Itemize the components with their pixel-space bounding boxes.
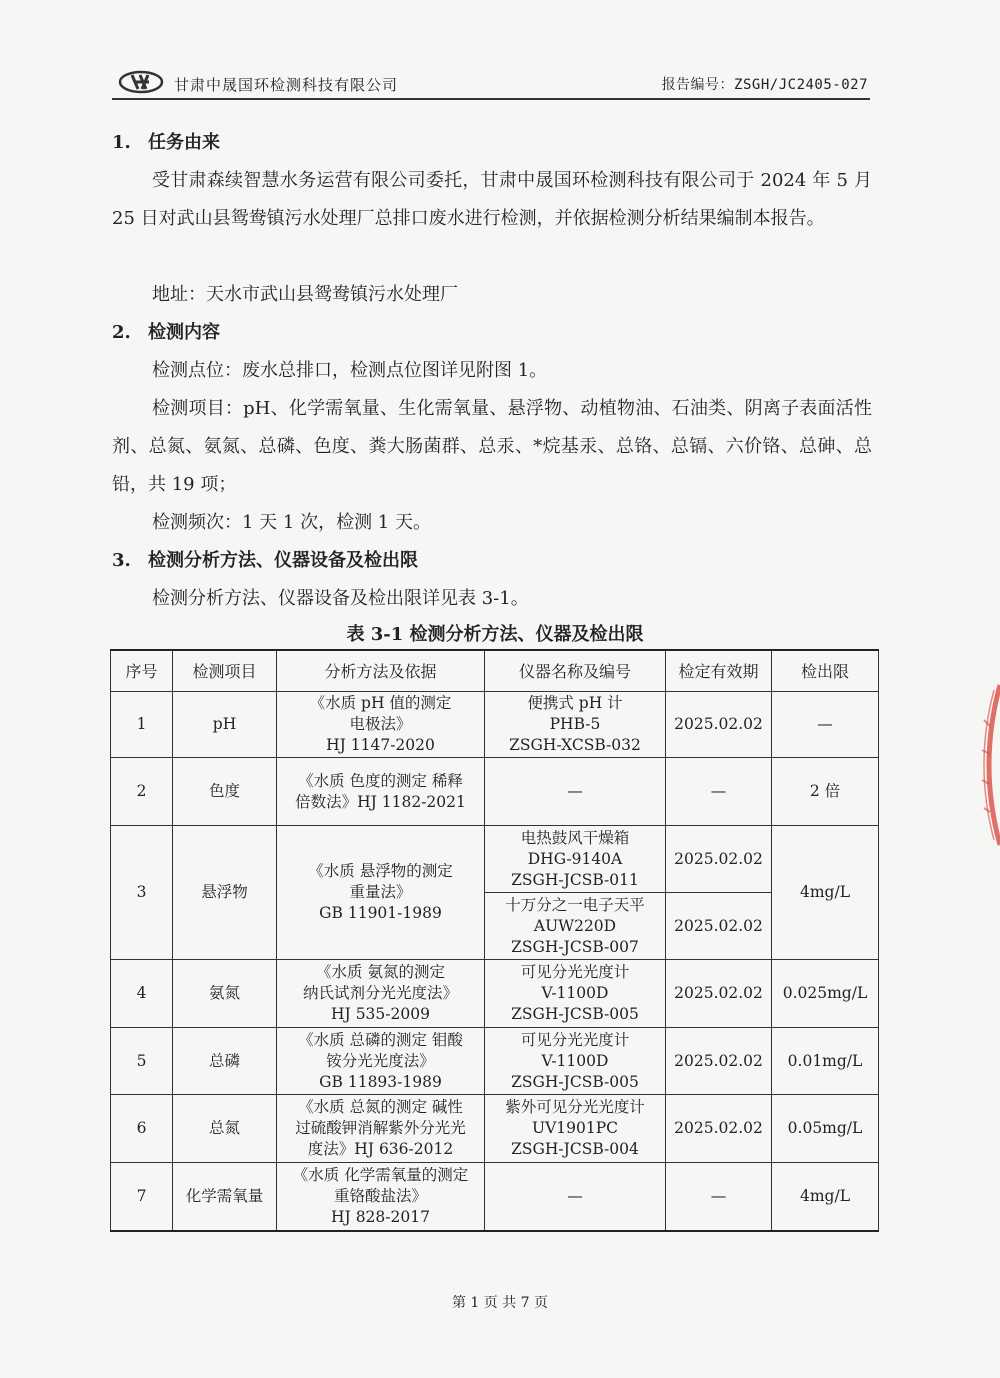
cell-no: 6 xyxy=(111,1095,173,1163)
cell-item: pH xyxy=(173,692,277,758)
section-title: 检测内容 xyxy=(148,322,220,343)
cell-item: 悬浮物 xyxy=(173,826,277,960)
cell-limit: 4mg/L xyxy=(772,826,879,960)
header-instrument: 仪器名称及编号 xyxy=(485,650,666,692)
table-row xyxy=(111,826,879,893)
header-validity: 检定有效期 xyxy=(666,650,772,692)
table-header-row xyxy=(111,650,879,692)
company-name: 甘肃中晟国环检测科技有限公司 xyxy=(174,76,399,94)
section-2-frequency: 检测频次：1 天 1 次，检测 1 天。 xyxy=(152,512,431,533)
table-row xyxy=(111,1163,879,1231)
cell-no: 3 xyxy=(111,826,173,960)
section-2-items: 检测项目：pH、化学需氧量、生化需氧量、悬浮物、动植物油、石油类、阴离子表面活性剂、总氮、氨氮、总磷、色度、粪大肠菌群、总汞、*烷基汞、总铬、总镉、六价铬、总砷、总铅，共 19 项； xyxy=(112,398,872,495)
cell-validity: 2025.02.02 xyxy=(666,692,772,758)
cell-no: 5 xyxy=(111,1028,173,1095)
method-table xyxy=(110,649,879,1232)
cell-limit: 4mg/L xyxy=(772,1163,879,1231)
section-1-address: 地址：天水市武山县鸳鸯镇污水处理厂 xyxy=(152,284,458,305)
section-title: 任务由来 xyxy=(148,132,220,153)
cell-validity: 2025.02.02 xyxy=(666,826,772,893)
cell-validity: 2025.02.02 xyxy=(666,1028,772,1095)
cell-instrument: 可见分光光度计 V-1100D ZSGH-JCSB-005 xyxy=(485,1028,666,1095)
cell-no: 7 xyxy=(111,1163,173,1231)
company-logo-icon xyxy=(118,70,164,94)
cell-limit: 2 倍 xyxy=(772,758,879,826)
header-method: 分析方法及依据 xyxy=(277,650,485,692)
section-2-point: 检测点位：废水总排口，检测点位图详见附图 1。 xyxy=(152,360,548,381)
cell-item: 氨氮 xyxy=(173,960,277,1028)
section-1-heading xyxy=(112,124,220,162)
table-row xyxy=(111,960,879,1028)
section-number: 3. xyxy=(112,550,131,571)
cell-validity: 2025.02.02 xyxy=(666,893,772,960)
cell-item: 总磷 xyxy=(173,1028,277,1095)
section-3-heading xyxy=(112,542,418,580)
cell-method: 《水质 色度的测定 稀释 倍数法》HJ 1182-2021 xyxy=(277,758,485,826)
cell-item: 化学需氧量 xyxy=(173,1163,277,1231)
cell-validity: 2025.02.02 xyxy=(666,1095,772,1163)
page-header xyxy=(112,68,870,100)
cell-method: 《水质 氨氮的测定 纳氏试剂分光光度法》 HJ 535-2009 xyxy=(277,960,485,1028)
cell-instrument: 十万分之一电子天平 AUW220D ZSGH-JCSB-007 xyxy=(485,893,666,960)
report-number: 报告编号：ZSGH/JC2405-027 xyxy=(661,77,868,93)
section-1-paragraph-1: 受甘肃森续智慧水务运营有限公司委托，甘肃中晟国环检测科技有限公司于 2024 年 5 月 25 日对武山县鸳鸯镇污水处理厂总排口废水进行检测，并依据检测分析结果编制本报告。 xyxy=(112,170,872,229)
cell-item: 色度 xyxy=(173,758,277,826)
cell-no: 4 xyxy=(111,960,173,1028)
table-caption: 表 3-1 检测分析方法、仪器及检出限 xyxy=(346,624,644,645)
cell-method: 《水质 悬浮物的测定 重量法》 GB 11901-1989 xyxy=(277,826,485,960)
header-limit: 检出限 xyxy=(772,650,879,692)
cell-instrument: 可见分光光度计 V-1100D ZSGH-JCSB-005 xyxy=(485,960,666,1028)
cell-validity: — xyxy=(666,1163,772,1231)
table-row xyxy=(111,758,879,826)
table-row xyxy=(111,692,879,758)
table-row xyxy=(111,1095,879,1163)
cell-validity: — xyxy=(666,758,772,826)
cell-method: 《水质 总氮的测定 碱性 过硫酸钾消解紫外分光光 度法》HJ 636-2012 xyxy=(277,1095,485,1163)
cell-method: 《水质 总磷的测定 钼酸 铵分光光度法》 GB 11893-1989 xyxy=(277,1028,485,1095)
table-row xyxy=(111,1028,879,1095)
section-2-heading xyxy=(112,314,220,352)
cell-instrument: — xyxy=(485,1163,666,1231)
cell-instrument: 电热鼓风干燥箱 DHG-9140A ZSGH-JCSB-011 xyxy=(485,826,666,893)
cell-no: 2 xyxy=(111,758,173,826)
cell-validity: 2025.02.02 xyxy=(666,960,772,1028)
cell-instrument: — xyxy=(485,758,666,826)
section-number: 1. xyxy=(112,132,131,153)
cell-limit: 0.05mg/L xyxy=(772,1095,879,1163)
page-footer: 第 1 页 共 7 页 xyxy=(451,1295,549,1311)
header-no: 序号 xyxy=(111,650,173,692)
cell-limit: 0.01mg/L xyxy=(772,1028,879,1095)
cell-item: 总氮 xyxy=(173,1095,277,1163)
section-number: 2. xyxy=(112,322,131,343)
cell-instrument: 紫外可见分光光度计 UV1901PC ZSGH-JCSB-004 xyxy=(485,1095,666,1163)
cell-method: 《水质 化学需氧量的测定 重铬酸盐法》 HJ 828-2017 xyxy=(277,1163,485,1231)
cell-method: 《水质 pH 值的测定 电极法》 HJ 1147-2020 xyxy=(277,692,485,758)
cell-limit: 0.025mg/L xyxy=(772,960,879,1028)
header-item: 检测项目 xyxy=(173,650,277,692)
cell-limit: — xyxy=(772,692,879,758)
section-3-paragraph: 检测分析方法、仪器设备及检出限详见表 3-1。 xyxy=(152,588,529,609)
cell-no: 1 xyxy=(111,692,173,758)
seal-stamp-icon xyxy=(960,680,1000,850)
section-title: 检测分析方法、仪器设备及检出限 xyxy=(148,550,418,571)
cell-instrument: 便携式 pH 计 PHB-5 ZSGH-XCSB-032 xyxy=(485,692,666,758)
